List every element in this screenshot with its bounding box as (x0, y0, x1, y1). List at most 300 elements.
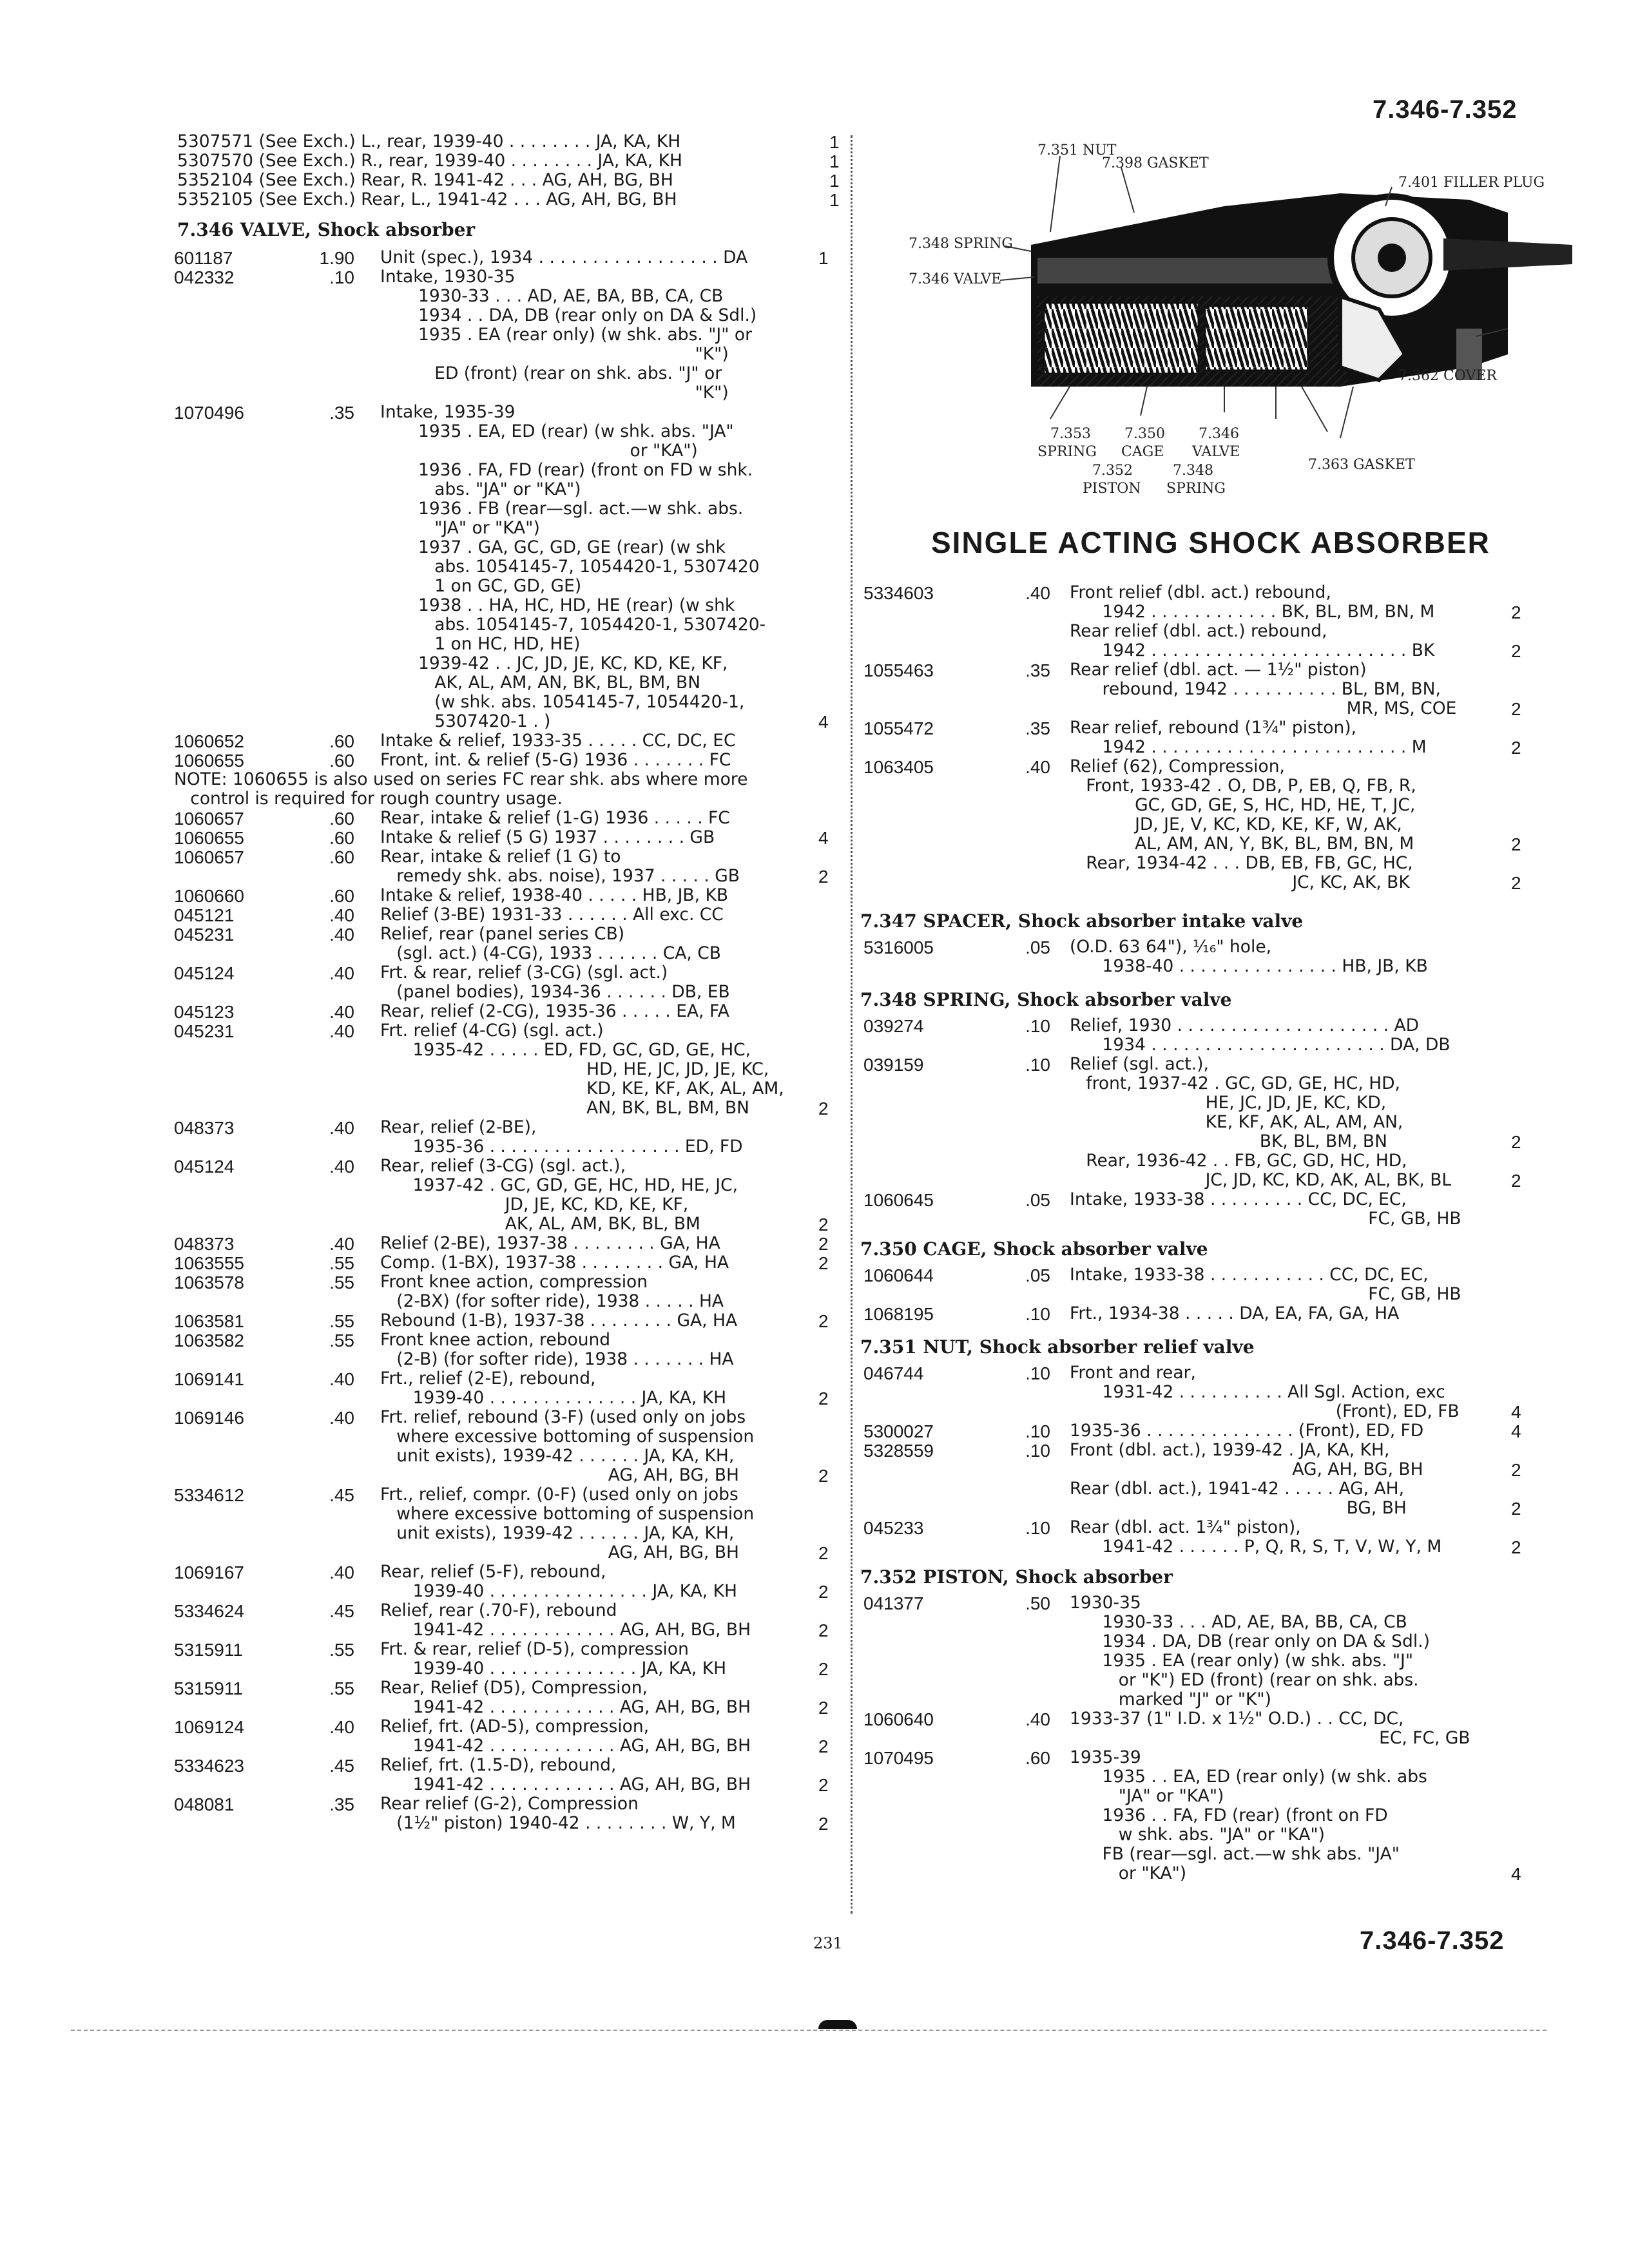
part-description: 1936 . FA, FD (rear) (front on FD w shk. (380, 460, 753, 480)
label-7346-valve: 7.346 VALVE (909, 271, 1002, 287)
part-number: 045124 (174, 1157, 235, 1177)
part-description: Front (dbl. act.), 1939-42 . JA, KA, KH, (1070, 1440, 1390, 1460)
part-description: where excessive bottoming of suspension (380, 1504, 755, 1524)
part-number: 5300027 (863, 1421, 934, 1441)
part-number: 5334623 (174, 1756, 245, 1776)
part-description: 1939-40 . . . . . . . . . . . . . . JA, KA, KH (380, 1388, 727, 1408)
part-description: (2-B) (for softer ride), 1938 . . . . . . . HA (380, 1349, 734, 1369)
quantity: 2 (1511, 1460, 1521, 1480)
part-description: 1935-39 (1070, 1747, 1141, 1767)
quantity: 2 (1511, 738, 1521, 758)
part-number: 1063582 (174, 1331, 245, 1350)
section-heading-7350: 7.350 CAGE, Shock absorber valve (860, 1238, 1208, 1260)
list-price: .40 (329, 963, 354, 983)
part-description: Rear, relief (3-CG) (sgl. act.), (380, 1156, 626, 1176)
quantity: 1 (829, 190, 840, 210)
part-description: Intake, 1933-38 . . . . . . . . . CC, DC, EC, (1070, 1189, 1407, 1209)
part-description: 1942 . . . . . . . . . . . . . . . . . . . . . . . . M (1070, 737, 1427, 757)
part-description: Comp. (1-BX), 1937-38 . . . . . . . . GA, HA (380, 1253, 729, 1273)
part-description: 1934 . . . . . . . . . . . . . . . . . . . . . . DA, DB (1070, 1035, 1451, 1055)
part-description: Relief (2-BE), 1937-38 . . . . . . . . GA, HA (380, 1233, 720, 1253)
part-description: Front relief (dbl. act.) rebound, (1070, 582, 1331, 602)
part-description: unit exists), 1939-42 . . . . . . JA, KA, KH, (380, 1446, 735, 1466)
part-description: 1934 . . DA, DB (rear only on DA & Sdl.) (380, 305, 757, 325)
part-description: FC, GB, HB (1070, 1284, 1461, 1304)
part-description: where excessive bottoming of suspension (380, 1427, 755, 1446)
part-description: Intake, 1935-39 (380, 402, 516, 422)
part-number: 039274 (863, 1016, 924, 1036)
label-7350: 7.350 (1124, 426, 1165, 442)
part-description: MR, MS, COE (1070, 698, 1457, 718)
list-price: .40 (329, 1717, 354, 1737)
label-7348: 7.348 (1173, 463, 1213, 479)
part-description: (sgl. act.) (4-CG), 1933 . . . . . . CA, CB (380, 943, 721, 963)
part-number: 601187 (174, 248, 233, 268)
part-number: 045233 (863, 1518, 924, 1538)
bottom-mark (818, 2020, 857, 2029)
part-number: 042332 (174, 267, 235, 287)
part-description: Unit (spec.), 1934 . . . . . . . . . . . . . . . . . DA (380, 247, 748, 267)
list-price: .60 (329, 886, 354, 906)
part-description: 1941-42 . . . . . . P, Q, R, S, T, V, W, Y, M (1070, 1537, 1442, 1557)
list-price: .55 (329, 1331, 354, 1350)
list-price: .60 (1025, 1748, 1050, 1768)
part-description: 1 on GC, GD, GE) (380, 576, 582, 596)
list-price: .60 (329, 751, 354, 771)
list-price: .05 (1025, 1190, 1050, 1210)
part-description: Intake, 1930-35 (380, 267, 516, 287)
part-description: 1935 . EA (rear only) (w shk. abs. "J" (1070, 1651, 1414, 1671)
part-number: 1069141 (174, 1369, 245, 1389)
section-heading-7348: 7.348 SPRING, Shock absorber valve (860, 989, 1232, 1010)
part-description: Rear, relief (2-CG), 1935-36 . . . . . EA, FA (380, 1001, 729, 1021)
part-description: abs. "JA" or "KA") (380, 479, 581, 499)
label-7348-spring: 7.348 SPRING (909, 236, 1013, 252)
part-description: "JA" or "KA") (380, 518, 540, 538)
section-heading-7347: 7.347 SPACER, Shock absorber intake valve (860, 910, 1304, 932)
part-description: JC, JD, KC, KD, AK, AL, BK, BL (1070, 1170, 1452, 1190)
part-number: 1060657 (174, 847, 245, 867)
part-description: AK, AL, AM, AN, BK, BL, BM, BN (380, 673, 701, 693)
exchange-part-line: 5307570 (See Exch.) R., rear, 1939-40 . . . . . . . . JA, KA, KH (177, 151, 682, 171)
part-description: 1934 . DA, DB (rear only on DA & Sdl.) (1070, 1631, 1430, 1651)
part-description: 5307420-1 . ) (380, 711, 551, 731)
part-number: 048081 (174, 1794, 235, 1814)
part-number: 1060655 (174, 751, 245, 771)
part-description: marked "J" or "K") (1070, 1689, 1271, 1709)
part-description: Relief (3-BE) 1931-33 . . . . . . All exc. CC (380, 905, 724, 925)
part-number: 5334612 (174, 1485, 245, 1505)
part-description: BG, BH (1070, 1498, 1407, 1518)
part-description: 1942 . . . . . . . . . . . . BK, BL, BM, BN, M (1070, 602, 1435, 622)
part-description: Relief, frt. (1.5-D), rebound, (380, 1755, 617, 1775)
section-heading-7351: 7.351 NUT, Shock absorber relief valve (860, 1336, 1255, 1358)
list-price: .40 (329, 1369, 354, 1389)
part-number: 1060644 (863, 1265, 934, 1285)
note-text: NOTE: 1060655 is also used on series FC rear shk. abs where more (174, 769, 748, 789)
quantity: 2 (818, 1775, 829, 1795)
part-description: 1937-42 . GC, GD, GE, HC, HD, HE, JC, (380, 1175, 738, 1195)
part-description: Relief, 1930 . . . . . . . . . . . . . . . . . . . . AD (1070, 1015, 1420, 1035)
part-description: Relief (sgl. act.), (1070, 1054, 1209, 1074)
part-description: 1938 . . HA, HC, HD, HE (rear) (w shk (380, 595, 735, 615)
part-description: Front knee action, rebound (380, 1330, 611, 1350)
part-description: (O.D. 63 64"), ¹⁄₁₆" hole, (1070, 937, 1272, 957)
list-price: .40 (1025, 583, 1050, 603)
part-description: Front and rear, (1070, 1363, 1196, 1383)
part-description: AG, AH, BG, BH (1070, 1459, 1423, 1479)
part-description: BK, BL, BM, BN (1070, 1131, 1387, 1151)
part-description: Front knee action, compression (380, 1272, 648, 1292)
list-price: .60 (329, 809, 354, 829)
part-description: AG, AH, BG, BH (380, 1465, 739, 1485)
label-7352: 7.352 (1092, 463, 1133, 479)
label-piston: PISTON (1083, 481, 1141, 497)
label-spring-b: SPRING (1166, 481, 1226, 497)
part-description: HD, HE, JC, JD, JE, KC, (380, 1059, 769, 1079)
column-divider (851, 135, 853, 1914)
part-description: Rebound (1-B), 1937-38 . . . . . . . . GA, HA (380, 1311, 738, 1331)
part-description: 1942 . . . . . . . . . . . . . . . . . . . . . . . . BK (1070, 640, 1435, 660)
part-description: or "K") ED (front) (rear on shk. abs. (1070, 1670, 1419, 1690)
part-description: (panel bodies), 1934-36 . . . . . . DB, EB (380, 982, 730, 1002)
part-description: Rear, intake & relief (1 G) to (380, 847, 621, 867)
list-price: .35 (329, 1794, 354, 1814)
part-number: 1069167 (174, 1562, 245, 1582)
part-description: Rear, Relief (D5), Compression, (380, 1678, 648, 1698)
part-number: 1063581 (174, 1311, 245, 1331)
part-description: 1941-42 . . . . . . . . . . . . AG, AH, BG, BH (380, 1774, 751, 1794)
quantity: 2 (1511, 834, 1521, 854)
part-number: 5328559 (863, 1441, 934, 1461)
part-description: AN, BK, BL, BM, BN (380, 1098, 749, 1118)
quantity: 2 (818, 1736, 829, 1756)
part-description: AG, AH, BG, BH (380, 1542, 739, 1562)
part-description: 1941-42 . . . . . . . . . . . . AG, AH, BG, BH (380, 1697, 751, 1717)
list-price: .50 (1025, 1593, 1050, 1613)
quantity: 1 (829, 151, 840, 171)
exchange-part-line: 5352105 (See Exch.) Rear, L., 1941-42 . . . AG, AH, BG, BH (177, 189, 677, 209)
part-description: Rear, intake & relief (1-G) 1936 . . . . . FC (380, 808, 730, 828)
part-description: 1939-40 . . . . . . . . . . . . . . JA, KA, KH (380, 1658, 727, 1678)
list-price: .35 (1025, 718, 1050, 738)
list-price: .35 (1025, 660, 1050, 680)
list-price: .60 (329, 847, 354, 867)
list-price: .60 (329, 828, 354, 848)
part-description: FC, GB, HB (1070, 1209, 1461, 1229)
quantity: 2 (818, 867, 829, 887)
part-description: JD, JE, V, KC, KD, KE, KF, W, AK, (1070, 814, 1402, 834)
part-description: 1936 . . FA, FD (rear) (front on FD (1070, 1805, 1388, 1825)
list-price: .60 (329, 731, 354, 751)
part-description: 1931-42 . . . . . . . . . . All Sgl. Action, exc (1070, 1382, 1445, 1402)
list-price: .05 (1025, 1265, 1050, 1285)
part-number: 1055472 (863, 718, 934, 738)
list-price: .10 (1025, 1518, 1050, 1538)
part-number: 045121 (174, 905, 235, 925)
shock-absorber-illustration (889, 135, 1598, 522)
part-description: Relief, frt. (AD-5), compression, (380, 1716, 650, 1736)
list-price: .40 (329, 1234, 354, 1254)
part-description: abs. 1054145-7, 1054420-1, 5307420- (380, 615, 766, 635)
part-number: 045124 (174, 963, 235, 983)
part-description: 1930-33 . . . AD, AE, BA, BB, CA, CB (1070, 1612, 1407, 1632)
part-description: "K") (380, 344, 729, 364)
part-description: abs. 1054145-7, 1054420-1, 5307420 (380, 557, 760, 577)
part-description: Intake & relief, 1933-35 . . . . . CC, DC, EC (380, 731, 736, 751)
part-number: 1060657 (174, 809, 245, 829)
list-price: .40 (329, 1157, 354, 1177)
label-7351-nut: 7.351 NUT (1037, 142, 1117, 159)
part-description: JC, KC, AK, BK (1070, 872, 1410, 892)
label-cage: CAGE (1121, 444, 1164, 460)
part-description: KE, KF, AK, AL, AM, AN, (1070, 1112, 1403, 1132)
part-description: "K") (380, 383, 729, 403)
part-description: Rear relief (G-2), Compression (380, 1794, 639, 1814)
part-number: 1070496 (174, 403, 245, 423)
part-description: AL, AM, AN, Y, BK, BL, BM, BN, M (1070, 834, 1414, 854)
part-number: 048373 (174, 1234, 235, 1254)
part-number: 045123 (174, 1002, 235, 1022)
part-number: 1055463 (863, 660, 934, 680)
list-price: .10 (1025, 1441, 1050, 1461)
quantity: 2 (1511, 1171, 1521, 1191)
part-description: AK, AL, AM, BK, BL, BM (380, 1214, 700, 1234)
shock-absorber-diagram (889, 135, 1598, 522)
part-description: Relief, rear (panel series CB) (380, 924, 625, 944)
list-price: .10 (1025, 1421, 1050, 1441)
quantity: 4 (1511, 1864, 1521, 1884)
part-description: Frt., 1934-38 . . . . . DA, EA, FA, GA, HA (1070, 1303, 1400, 1323)
section-heading-7346: 7.346 VALVE, Shock absorber (177, 219, 476, 240)
list-price: .40 (329, 1002, 354, 1022)
part-description: 1935 . EA (rear only) (w shk. abs. "J" or (380, 325, 752, 345)
part-description: Frt., relief, compr. (0-F) (used only on jobs (380, 1485, 738, 1504)
part-description: Frt. relief (4-CG) (sgl. act.) (380, 1021, 604, 1041)
part-description: (w shk. abs. 1054145-7, 1054420-1, (380, 692, 745, 712)
part-description: 1933-37 (1" I.D. x 1½" O.D.) . . CC, DC, (1070, 1709, 1404, 1729)
part-description: 1941-42 . . . . . . . . . . . . AG, AH, BG, BH (380, 1736, 751, 1756)
quantity: 2 (818, 1099, 829, 1119)
quantity: 4 (1511, 1402, 1521, 1422)
list-price: .10 (1025, 1016, 1050, 1036)
part-number: 1060652 (174, 731, 245, 751)
part-description: (2-BX) (for softer ride), 1938 . . . . . HA (380, 1291, 724, 1311)
part-description: 1939-40 . . . . . . . . . . . . . . . JA, KA, KH (380, 1581, 737, 1601)
part-description: Rear, 1934-42 . . . DB, EB, FB, GC, HC, (1070, 853, 1413, 873)
quantity: 4 (818, 712, 829, 732)
quantity: 2 (1511, 1499, 1521, 1519)
list-price: .10 (1025, 1304, 1050, 1324)
bottom-rule (71, 2030, 1547, 2031)
part-description: Frt. & rear, relief (D-5), compression (380, 1639, 689, 1659)
part-number: 1063405 (863, 757, 934, 777)
part-description: rebound, 1942 . . . . . . . . . . BL, BM, BN, (1070, 679, 1441, 699)
part-number: 039159 (863, 1055, 924, 1075)
list-price: .40 (329, 1408, 354, 1428)
list-price: .40 (329, 925, 354, 945)
quantity: 2 (1511, 1537, 1521, 1557)
part-description: Front, 1933-42 . O, DB, P, EB, Q, FB, R, (1070, 776, 1416, 796)
quantity: 2 (818, 1582, 829, 1602)
part-description: 1935 . . EA, ED (rear only) (w shk. abs (1070, 1767, 1427, 1787)
part-description: 1930-35 (1070, 1593, 1141, 1613)
part-description: or "KA") (1070, 1863, 1187, 1883)
quantity: 2 (818, 1389, 829, 1408)
header-bottom-range: 7.346-7.352 (1360, 1927, 1505, 1955)
part-description: 1930-33 . . . AD, AE, BA, BB, CA, CB (380, 286, 724, 306)
part-description: Rear relief, rebound (1¾" piston), (1070, 718, 1357, 738)
list-price: .55 (329, 1253, 354, 1273)
label-7346: 7.346 (1199, 426, 1239, 442)
list-price: .40 (329, 1118, 354, 1138)
list-price: .55 (329, 1640, 354, 1660)
part-description: Intake & relief (5 G) 1937 . . . . . . . . GB (380, 827, 715, 847)
quantity: 2 (818, 1814, 829, 1834)
list-price: .40 (1025, 757, 1050, 777)
part-description: 1 on HC, HD, HE) (380, 634, 581, 654)
part-description: FB (rear—sgl. act.—w shk abs. "JA" (1070, 1844, 1400, 1864)
part-description: "JA" or "KA") (1070, 1786, 1224, 1806)
part-description: 1935-42 . . . . . ED, FD, GC, GD, GE, HC, (380, 1040, 751, 1060)
part-description: Rear (dbl. act.), 1941-42 . . . . . AG, AH, (1070, 1479, 1404, 1499)
part-number: 1070495 (863, 1748, 934, 1768)
part-description: Frt., relief (2-E), rebound, (380, 1369, 596, 1389)
part-description: 1937 . GA, GC, GD, GE (rear) (w shk (380, 537, 726, 557)
part-number: 045231 (174, 925, 235, 945)
label-7362-cover: 7.362 COVER (1398, 368, 1497, 384)
quantity: 2 (1511, 602, 1521, 622)
part-description: Rear, relief (5-F), rebound, (380, 1562, 606, 1582)
part-description: Relief (62), Compression, (1070, 756, 1285, 776)
part-description: GC, GD, GE, S, HC, HD, HE, T, JC, (1070, 795, 1416, 815)
list-price: .55 (329, 1678, 354, 1698)
part-description: Rear relief (dbl. act. — 1½" piston) (1070, 660, 1367, 680)
part-description: JD, JE, KC, KD, KE, KF, (380, 1195, 689, 1215)
part-number: 1060645 (863, 1190, 934, 1210)
list-price: .10 (1025, 1363, 1050, 1383)
label-7353: 7.353 (1050, 426, 1091, 442)
part-description: 1935-36 . . . . . . . . . . . . . . . . . . ED, FD (380, 1137, 743, 1157)
part-description: front, 1937-42 . GC, GD, GE, HC, HD, (1070, 1073, 1400, 1093)
exchange-part-line: 5352104 (See Exch.) Rear, R. 1941-42 . . . AG, AH, BG, BH (177, 170, 673, 190)
part-description: EC, FC, GB (1070, 1728, 1470, 1748)
part-description: Frt. relief, rebound (3-F) (used only on jobs (380, 1407, 746, 1427)
quantity: 2 (818, 1234, 829, 1254)
part-description: unit exists), 1939-42 . . . . . . JA, KA, KH, (380, 1523, 735, 1543)
list-price: .10 (1025, 1055, 1050, 1075)
part-description: (Front), ED, FB (1070, 1401, 1460, 1421)
part-number: 1069146 (174, 1408, 245, 1428)
quantity: 2 (1511, 873, 1521, 893)
quantity: 4 (818, 828, 829, 848)
quantity: 2 (818, 1253, 829, 1273)
part-description: 1938-40 . . . . . . . . . . . . . . . HB, JB, KB (1070, 956, 1428, 976)
part-description: Rear, 1936-42 . . FB, GC, GD, HC, HD, (1070, 1151, 1407, 1171)
part-number: 1068195 (863, 1304, 934, 1324)
part-number: 1060640 (863, 1709, 934, 1729)
part-description: 1935-36 . . . . . . . . . . . . . . (Front), ED, FD (1070, 1421, 1424, 1441)
label-7401-filler-plug: 7.401 FILLER PLUG (1398, 175, 1545, 191)
part-description: KD, KE, KF, AK, AL, AM, (380, 1079, 784, 1099)
part-number: 045231 (174, 1021, 235, 1041)
part-description: HE, JC, JD, JE, KC, KD, (1070, 1093, 1387, 1113)
quantity: 1 (829, 171, 840, 191)
quantity: 1 (818, 248, 829, 268)
part-description: Front, int. & relief (5-G) 1936 . . . . . . . FC (380, 750, 731, 770)
quantity: 2 (1511, 641, 1521, 661)
part-number: 048373 (174, 1118, 235, 1138)
list-price: .40 (329, 1562, 354, 1582)
part-description: 1939-42 . . JC, JD, JE, KC, KD, KE, KF, (380, 653, 728, 673)
quantity: 2 (818, 1543, 829, 1563)
quantity: 2 (818, 1659, 829, 1679)
list-price: 1.90 (319, 248, 354, 268)
part-description: Rear, relief (2-BE), (380, 1117, 537, 1137)
part-number: 1063578 (174, 1273, 245, 1293)
list-price: .55 (329, 1273, 354, 1293)
list-price: .40 (329, 905, 354, 925)
list-price: .35 (329, 403, 354, 423)
part-number: 041377 (863, 1593, 924, 1613)
part-description: 1935 . EA, ED (rear) (w shk. abs. "JA" (380, 421, 734, 441)
part-description: remedy shk. abs. noise), 1937 . . . . . GB (380, 866, 740, 886)
part-description: Intake & relief, 1938-40 . . . . . HB, JB, KB (380, 885, 729, 905)
list-price: .40 (1025, 1709, 1050, 1729)
part-description: Frt. & rear, relief (3-CG) (sgl. act.) (380, 963, 668, 983)
label-spring-a: SPRING (1037, 444, 1097, 460)
part-number: 1060660 (174, 886, 245, 906)
part-description: or "KA") (380, 441, 698, 461)
quantity: 2 (818, 1215, 829, 1235)
part-description: Relief, rear (.70-F), rebound (380, 1600, 617, 1620)
part-number: 5334624 (174, 1601, 245, 1621)
header-top-range: 7.346-7.352 (1373, 95, 1518, 124)
label-7363-gasket: 7.363 GASKET (1308, 457, 1415, 473)
part-number: 5315911 (174, 1640, 243, 1660)
part-number: 1069124 (174, 1717, 245, 1737)
section-heading-7352: 7.352 PISTON, Shock absorber (860, 1566, 1173, 1588)
part-number: 046744 (863, 1363, 924, 1383)
diagram-title: SINGLE ACTING SHOCK ABSORBER (931, 526, 1490, 559)
part-number: 1063555 (174, 1253, 245, 1273)
part-description: Rear (dbl. act. 1¾" piston), (1070, 1517, 1301, 1537)
label-7398-gasket: 7.398 GASKET (1102, 155, 1209, 171)
part-description: 1941-42 . . . . . . . . . . . . AG, AH, BG, BH (380, 1620, 751, 1640)
part-description: w shk. abs. "JA" or "KA") (1070, 1825, 1325, 1845)
part-number: 5315911 (174, 1678, 243, 1698)
quantity: 2 (818, 1620, 829, 1640)
list-price: .55 (329, 1311, 354, 1331)
note-text: control is required for rough country usage. (174, 789, 563, 809)
part-number: 1060655 (174, 828, 245, 848)
quantity: 2 (818, 1698, 829, 1718)
part-number: 5334603 (863, 583, 934, 603)
quantity: 2 (1511, 699, 1521, 719)
label-valve: VALVE (1192, 444, 1240, 460)
quantity: 2 (1511, 1132, 1521, 1152)
page-number: 231 (813, 1934, 843, 1952)
quantity: 2 (818, 1466, 829, 1486)
part-number: 5316005 (863, 937, 934, 957)
part-description: Rear relief (dbl. act.) rebound, (1070, 621, 1327, 641)
list-price: .45 (329, 1485, 354, 1505)
list-price: .05 (1025, 937, 1050, 957)
part-description: ED (front) (rear on shk. abs. "J" or (380, 363, 722, 383)
list-price: .45 (329, 1601, 354, 1621)
quantity: 4 (1511, 1421, 1521, 1441)
list-price: .40 (329, 1021, 354, 1041)
